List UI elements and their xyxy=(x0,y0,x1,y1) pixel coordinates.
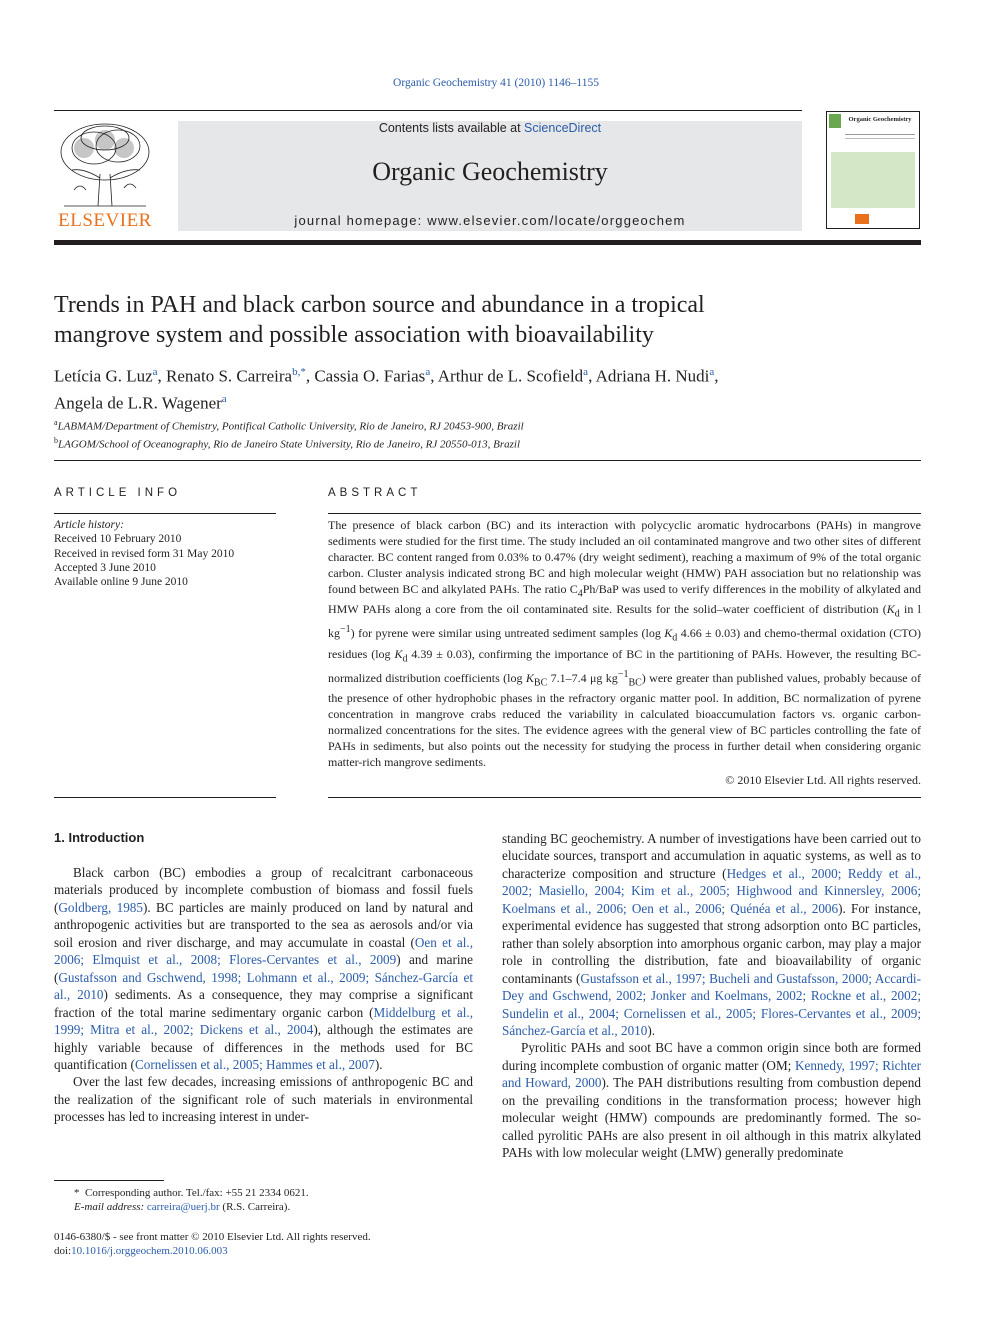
reference-link[interactable]: Middelburg et al., 1999; Mitra et al., 2002; Dickens et al., 2004 xyxy=(54,1004,473,1038)
paragraph: Pyrolitic PAHs and soot BC have a common origin since both are formed during incomplete combustion of organic matter (OM; Kennedy, 1997; Richter and Howard, 2000). The PAH distributions resulting from combustion depend on the prevailing conditions in the transformation process; however high molecular weight (HMW) compounds are predominantly formed. The so-called pyrolitic PAHs are also present in oil although in this matrix alkylated PAHs with low molecular weight (LMW) generally predominate xyxy=(502,1040,922,1161)
author-name: Renato S. Carreira xyxy=(166,366,293,386)
section-rule xyxy=(328,797,921,798)
article-info-heading: ARTICLE INFO xyxy=(54,487,182,499)
affiliation-link[interactable]: b,* xyxy=(292,366,306,378)
footnote-rule xyxy=(54,1180,164,1181)
cover-title: Organic Geochemistry xyxy=(848,116,912,123)
paragraph: standing BC geochemistry. A number of investigations have been carried out to elucidate sources, transport and accumulation in aquatic systems, as well as to characterize composition and structure (Hedges et al., 2000; Reddy et al., 2002; Masiello, 2004; Kim et al., 2005; Highwood and Kinnersley, 2006; Koelmans et al., 2006; Oen et al., 2006; Quénéa et al., 2006). For instance, experimental evidence has suggested that strong adsorption onto BC particles, rather than solely absorption into amorphous organic carbon, may play a major role in controlling the distribution, fate and bioavailability of organic contaminants (Gustafsson et al., 1997; Bucheli and Gustafsson, 2000; Accardi-Dey and Gschwend, 2002; Jonker and Koelmans, 2002; Rockne et al., 2002; Sundelin et al., 2004; Cornelissen et al., 2005; Flores-Cervantes et al., 2009; Sánchez-García et al., 2010). xyxy=(502,831,921,1038)
corresponding-author-text: Corresponding author. Tel./fax: +55 21 2334 0621. xyxy=(85,1187,309,1199)
footnotes xyxy=(54,1186,473,1214)
reference-link[interactable]: Oen et al., 2006; Elmquist et al., 2008; Flores-Cervantes et al., 2009 xyxy=(54,934,473,968)
elsevier-wordmark: ELSEVIER xyxy=(58,210,152,231)
header-rule-thick xyxy=(54,240,921,245)
section-rule xyxy=(54,460,921,461)
journal-cover-thumbnail[interactable] xyxy=(826,111,920,229)
affiliations xyxy=(54,416,914,451)
affiliation-link[interactable]: a xyxy=(221,392,227,405)
affiliation-link[interactable]: a xyxy=(709,366,715,378)
article-history xyxy=(54,518,276,589)
history-item: Available online 9 June 2010 xyxy=(54,576,188,589)
email-suffix: (R.S. Carreira). xyxy=(222,1201,291,1213)
cover-green-block xyxy=(829,114,841,128)
reference-link[interactable]: Goldberg, 1985 xyxy=(58,899,143,915)
reference-link[interactable]: Gustafsson et al., 1997; Bucheli and Gustafsson, 2000; Accardi-Dey and Gschwend, 2002; Jonker and Koelmans, 2002; Rockne et al., 2002; Sundelin et al., 2004; Cornelissen et al., 2005; Flores-Cervantes et al., 2009; Sánchez-García et al., 2010 xyxy=(502,970,921,1038)
reference-link[interactable]: Cornelissen et al., 2005; Hammes et al., 2007 xyxy=(134,1056,375,1072)
body-column-right xyxy=(502,830,921,1162)
affiliation-text: LABMAM/Department of Chemistry, Pontifical Catholic University, Rio de Janeiro, RJ 20453-900, Brazil xyxy=(57,420,524,433)
email-note xyxy=(54,1200,473,1214)
author-name: Cassia O. Farias xyxy=(314,366,426,386)
paragraph: Over the last few decades, increasing emissions of anthropogenic BC and the realization of the significant role of such materials in environmental processes has led to increasing interest in under- xyxy=(54,1074,473,1125)
doi-line xyxy=(54,1244,473,1258)
affiliation-link[interactable]: a xyxy=(425,366,431,378)
doi-prefix: doi: xyxy=(54,1245,72,1257)
journal-citation[interactable]: Organic Geochemistry 41 (2010) 1146–1155 xyxy=(393,77,599,89)
author-list: Letícia G. Luz$^a$, Renato S. Carreira$^{b,*}$, Cassia O. Farias$^a$, Arthur de L. Scofield$^a$, Adriana H. Nudi$^a$, Angela de L.R. Wagener$^a$ xyxy=(54,366,719,413)
affiliation-text: LAGOM/School of Oceanography, Rio de Janeiro State University, Rio de Janeiro, RJ 20550-013, Brazil xyxy=(58,438,521,451)
elsevier-logo xyxy=(54,118,156,232)
journal-title: Organic Geochemistry xyxy=(372,157,608,186)
paragraph: Black carbon (BC) embodies a group of recalcitrant carbonaceous materials produced by incomplete combustion of biomass and fossil fuels (Goldberg, 1985). BC particles are mainly produced on land by natural and anthropogenic activities but are transported to the sea as aerosols and/or via soil erosion and river discharge, and may accumulate in coastal (Oen et al., 2006; Elmquist et al., 2008; Flores-Cervantes et al., 2009) and marine (Gustafsson and Gschwend, 1998; Lohmann et al., 2009; Sánchez-García et al., 2010) sediments. As a consequence, they may comprise a significant fraction of the total marine sedimentary organic carbon (Middelburg et al., 1999; Mitra et al., 2002; Dickens et al., 2004), although the estimates are highly variable because of differences in the methods used for BC quantification (Cornelissen et al., 2005; Hammes et al., 2007). xyxy=(54,865,473,1072)
title-line: Trends in PAH and black carbon source and abundance in a tropical xyxy=(54,292,705,318)
affiliation xyxy=(54,416,914,434)
sciencedirect-link[interactable]: ScienceDirect xyxy=(524,121,602,135)
contents-prefix: Contents lists available at xyxy=(378,121,525,135)
header-rule xyxy=(54,110,802,111)
abstract-heading: ABSTRACT xyxy=(328,487,422,499)
contents-line xyxy=(178,121,802,135)
section-heading: 1. Introduction xyxy=(54,830,145,845)
reference-link[interactable]: Hedges et al., 2000; Reddy et al., 2002; Masiello, 2004; Kim et al., 2005; Highwood and Kinnersley, 2006; Koelmans et al., 2006; Oen et al., 2006; Quénéa et al., 2006 xyxy=(502,865,921,916)
corresponding-author-note: * Corresponding author. Tel./fax: +55 21 2334 0621. xyxy=(74,1187,309,1199)
reference-link[interactable]: Gustafsson and Gschwend, 1998; Lohmann et al., 2009; Sánchez-García et al., 2010 xyxy=(54,969,473,1003)
issn-doi xyxy=(54,1230,473,1258)
abstract-body: The presence of black carbon (BC) and its interaction with polycyclic aromatic hydrocarbons (PAHs) in mangrove sediments were studied for the first time. The study included an oil contaminated mangrove and two other sites of different character. BC content ranged from 0.03% to 0.47% (dry weight sediment), reaching a maximum of 9% of the total organic carbon. Cluster analysis indicated strong BC and high molecular weight (HMW) PAH association but no relationship was found between BC and alkylated PAHs. The ratio $C_4Ph$/BaP was used to verify differences in the mobility of alkylated and HMW PAHs along a core from the oil contaminated site. Results for the solid–water coefficient of distribution ($K_d$ in l $kg^{-1}$) for pyrene were similar using untreated sediment samples (log $K_d$ 4.66 ± 0.03) and chemo-thermal oxidation (CTO) residues (log $K_d$ 4.39 ± 0.03), confirming the importance of BC in the partitioning of PAHs. However, the resulting BC-normalized distribution coefficients (log $K_{BC}$ 7.1–7.4 μg $kg^{-1}_{BC}$) were greater than published values, probably because of the presence of other hydrophobic phases in the refractory organic matter pool. In addition, BC normalization of pyrene concentration in mangrove crabs reduced the variability in calculated bioaccumulation factors vs. organic carbon-normalized concentrations for the sites. The evidence agrees with the general view of BC particles controlling the fate of PAHs in sediments, but also points out the necessity for studying the process in further detail when considering organic matter-rich mangrove sediments. xyxy=(328,518,922,769)
body-column-left xyxy=(54,864,473,1126)
affiliation-marker: a xyxy=(54,418,58,427)
section-rule xyxy=(54,797,276,798)
affiliation-link[interactable]: a xyxy=(152,366,158,378)
history-label: Article history: xyxy=(54,519,124,531)
article-title xyxy=(54,290,914,350)
reference-link[interactable]: Kennedy, 1997; Richter and Howard, 2000 xyxy=(502,1057,922,1091)
copyright-notice: © 2010 Elsevier Ltd. All rights reserved. xyxy=(725,773,921,787)
section-rule xyxy=(54,513,276,514)
history-item: Received in revised form 31 May 2010 xyxy=(54,547,235,560)
doi-link[interactable]: 10.1016/j.orggeochem.2010.06.003 xyxy=(71,1245,228,1257)
cover-graphic xyxy=(831,152,915,208)
elsevier-tree-icon xyxy=(54,118,156,210)
title-line: mangrove system and possible association with bioavailability xyxy=(54,322,654,348)
affiliation-marker: b xyxy=(54,435,58,445)
email-link[interactable]: carreira@uerj.br xyxy=(146,1201,220,1213)
author-name: Angela de L.R. Wagener xyxy=(54,393,222,413)
affiliation xyxy=(54,434,914,452)
history-item: Received 10 February 2010 xyxy=(54,533,182,546)
history-item: Accepted 3 June 2010 xyxy=(54,561,156,574)
author-name: Letícia G. Luz xyxy=(54,366,153,386)
author-name: Arthur de L. Scofield xyxy=(437,366,584,386)
affiliation-link[interactable]: a xyxy=(583,366,589,378)
cover-publisher-mark xyxy=(855,214,869,224)
section-rule xyxy=(328,513,921,514)
issn-line: 0146-6380/$ - see front matter © 2010 Elsevier Ltd. All rights reserved. xyxy=(54,1231,371,1243)
journal-homepage[interactable]: journal homepage: www.elsevier.com/locate/orggeochem xyxy=(294,213,686,228)
email-label: E-mail address: xyxy=(74,1201,145,1213)
author-name: Adriana H. Nudi xyxy=(595,366,710,386)
